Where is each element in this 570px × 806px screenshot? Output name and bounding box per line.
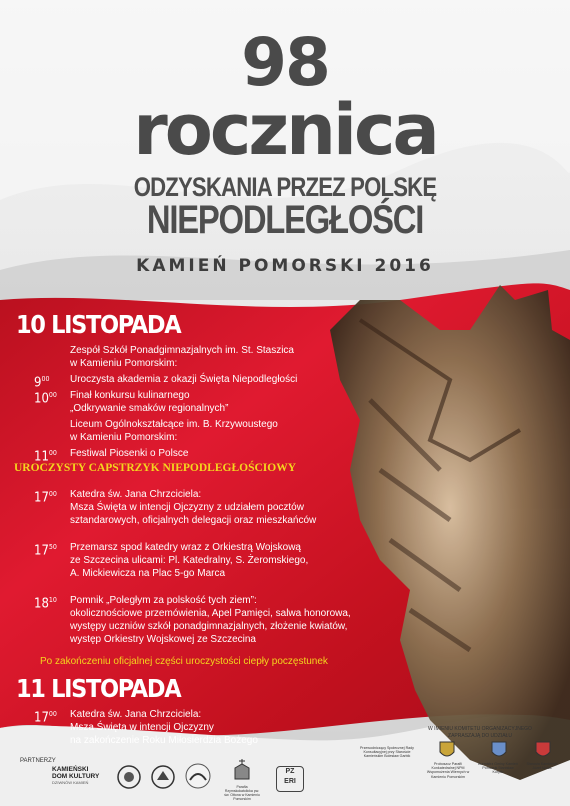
event-line: Pomnik „Poległym za polskość tych ziem”: <box>70 595 257 606</box>
signatory-3: Burmistrz Gminy Kamień Pomorski Stanisław Kuryłło <box>478 762 518 775</box>
event-item <box>34 447 189 465</box>
event-line: Uroczysta akademia z okazji Święta Niepodległości <box>70 374 298 385</box>
event-time-hour: 10 <box>34 391 49 407</box>
event-time <box>34 488 57 504</box>
event-line: Msza Święta w intencji Ojczyzny <box>70 722 214 733</box>
event-time-hour: 17 <box>34 710 49 726</box>
event-item <box>70 418 278 444</box>
event-time-hour: 11 <box>34 449 49 465</box>
title-line2: NIEPODLEGŁOŚCI <box>146 198 424 242</box>
event-time-minute: 00 <box>48 710 57 718</box>
anniversary-word: rocznica <box>133 89 437 171</box>
event-time-minute: 00 <box>41 375 50 383</box>
parish-logo <box>224 758 260 801</box>
title-line1: ODZYSKANIA PRZEZ POLSKĘ <box>133 172 437 202</box>
event-item <box>34 488 317 527</box>
capstrzyk-heading: UROCZYSTY CAPSTRZYK NIEPODLEGŁOŚCIOWY <box>14 462 297 474</box>
event-line: Przemarsz spod katedry wraz z Orkiestrą Wojskową <box>70 542 301 553</box>
coat-of-arms-icon <box>438 740 456 760</box>
event-line: Liceum Ogólnokształcące im. B. Krzywoustego <box>70 419 278 430</box>
event-item <box>34 594 351 646</box>
powiat-arms-icon <box>534 740 552 760</box>
circle-logo-icon <box>184 762 212 790</box>
day1-heading: 10 LISTOPADA <box>16 310 181 339</box>
partner5-line2: ERI <box>284 778 296 785</box>
event-item <box>34 708 258 747</box>
gmina-arms-icon <box>490 740 508 760</box>
closing-note: Po zakończeniu oficjalnej części uroczystości ciepły poczęstunek <box>40 656 328 667</box>
signatory-2: Proboszcz Parafii Konkatedralnej NPM Wspomożenia Wiernych w Kamieniu Pomorskim <box>426 762 470 779</box>
event-time <box>34 447 57 463</box>
event-time-minute: 00 <box>48 490 57 498</box>
event-line: Festiwal Piosenki o Polsce <box>70 448 189 459</box>
event-time-hour: 18 <box>34 596 49 612</box>
signatory-1: Przewodniczący Społecznej Rady Konsultacyjnej przy Staroście Kamieńskim Bolesław Garbik <box>360 746 414 759</box>
committee-label: W IMIENIU KOMITETU ORGANIZACYJNEGO <box>428 726 532 732</box>
event-line: Zespół Szkół Ponadgimnazjalnych im. St. Staszica <box>70 345 294 356</box>
event-line: okolicznościowe przemówienia, Apel Pamięci, salwa honorowa, <box>70 608 351 619</box>
event-line: w Kamieniu Pomorskim: <box>70 432 178 443</box>
event-item <box>70 344 294 370</box>
partner1-line1: KAMIEŃSKI <box>52 766 89 773</box>
event-line: Katedra św. Jana Chrzciciela: <box>70 709 202 720</box>
seal-icon <box>150 764 176 790</box>
event-time-minute: 00 <box>48 449 57 457</box>
event-line: występy uczniów szkół ponadgimnazjalnych, złożenie kwiatów, <box>70 621 348 632</box>
partners-label: PARTNERZY <box>20 758 56 764</box>
event-line: ze Szczecina ulicami: Pl. Katedralny, S. Żeromskiego, <box>70 555 309 566</box>
event-time <box>34 541 57 557</box>
event-time-hour: 9 <box>34 375 42 391</box>
parish-text: Parafia Rzymskokatolicka pw. św. Ottona w Kamieniu Pomorskim <box>224 785 260 801</box>
event-time <box>34 389 57 405</box>
event-line: Msza Święta w intencji Ojczyzny z udziałem pocztów <box>70 502 304 513</box>
event-time-minute: 50 <box>48 543 57 551</box>
event-item <box>34 389 229 415</box>
event-time-hour: 17 <box>34 490 49 506</box>
committee-label2: ZAPRASZAJĄ DO UDZIAŁU <box>448 733 512 739</box>
partner1-line3: DZIWNÓW KAMIEŃ <box>52 780 89 785</box>
event-line: na zakończenie Roku Miłosierdzia Bożego <box>70 735 258 746</box>
event-time-minute: 00 <box>48 391 57 399</box>
event-item <box>34 541 309 580</box>
event-line: sztandarowych, oficjalnych delegacji oraz mieszkańców <box>70 515 317 526</box>
partner1-line2: DOM KULTURY <box>52 773 100 780</box>
event-time-hour: 17 <box>34 543 49 559</box>
event-line: Katedra św. Jana Chrzciciela: <box>70 489 202 500</box>
event-line: Finał konkursu kulinarnego <box>70 390 190 401</box>
day2-heading: 11 LISTOPADA <box>16 674 181 703</box>
event-time-minute: 10 <box>48 596 57 604</box>
place-year: KAMIEŃ POMORSKI 2016 <box>136 256 434 276</box>
event-line: „Odkrywanie smaków regionalnych” <box>70 403 229 414</box>
pz-eri-logo <box>276 766 304 792</box>
event-time <box>34 594 57 610</box>
event-line: A. Mickiewicza na Plac 5-go Marca <box>70 568 226 579</box>
signatory-4: Starosta Kamieński Józef Mulas <box>526 762 558 771</box>
partner5-line1: PZ <box>285 768 295 775</box>
kamienski-dom-kultury-logo <box>52 766 114 785</box>
event-time <box>34 708 57 724</box>
anniversary-number: 98 <box>241 24 329 101</box>
event-line: w Kamieniu Pomorskim: <box>70 358 178 369</box>
emblem-icon <box>116 764 142 790</box>
event-line: występ Orkiestry Wojskowej ze Szczecina <box>70 634 256 645</box>
event-time <box>34 373 49 389</box>
event-item <box>34 373 298 391</box>
church-icon <box>232 758 252 780</box>
